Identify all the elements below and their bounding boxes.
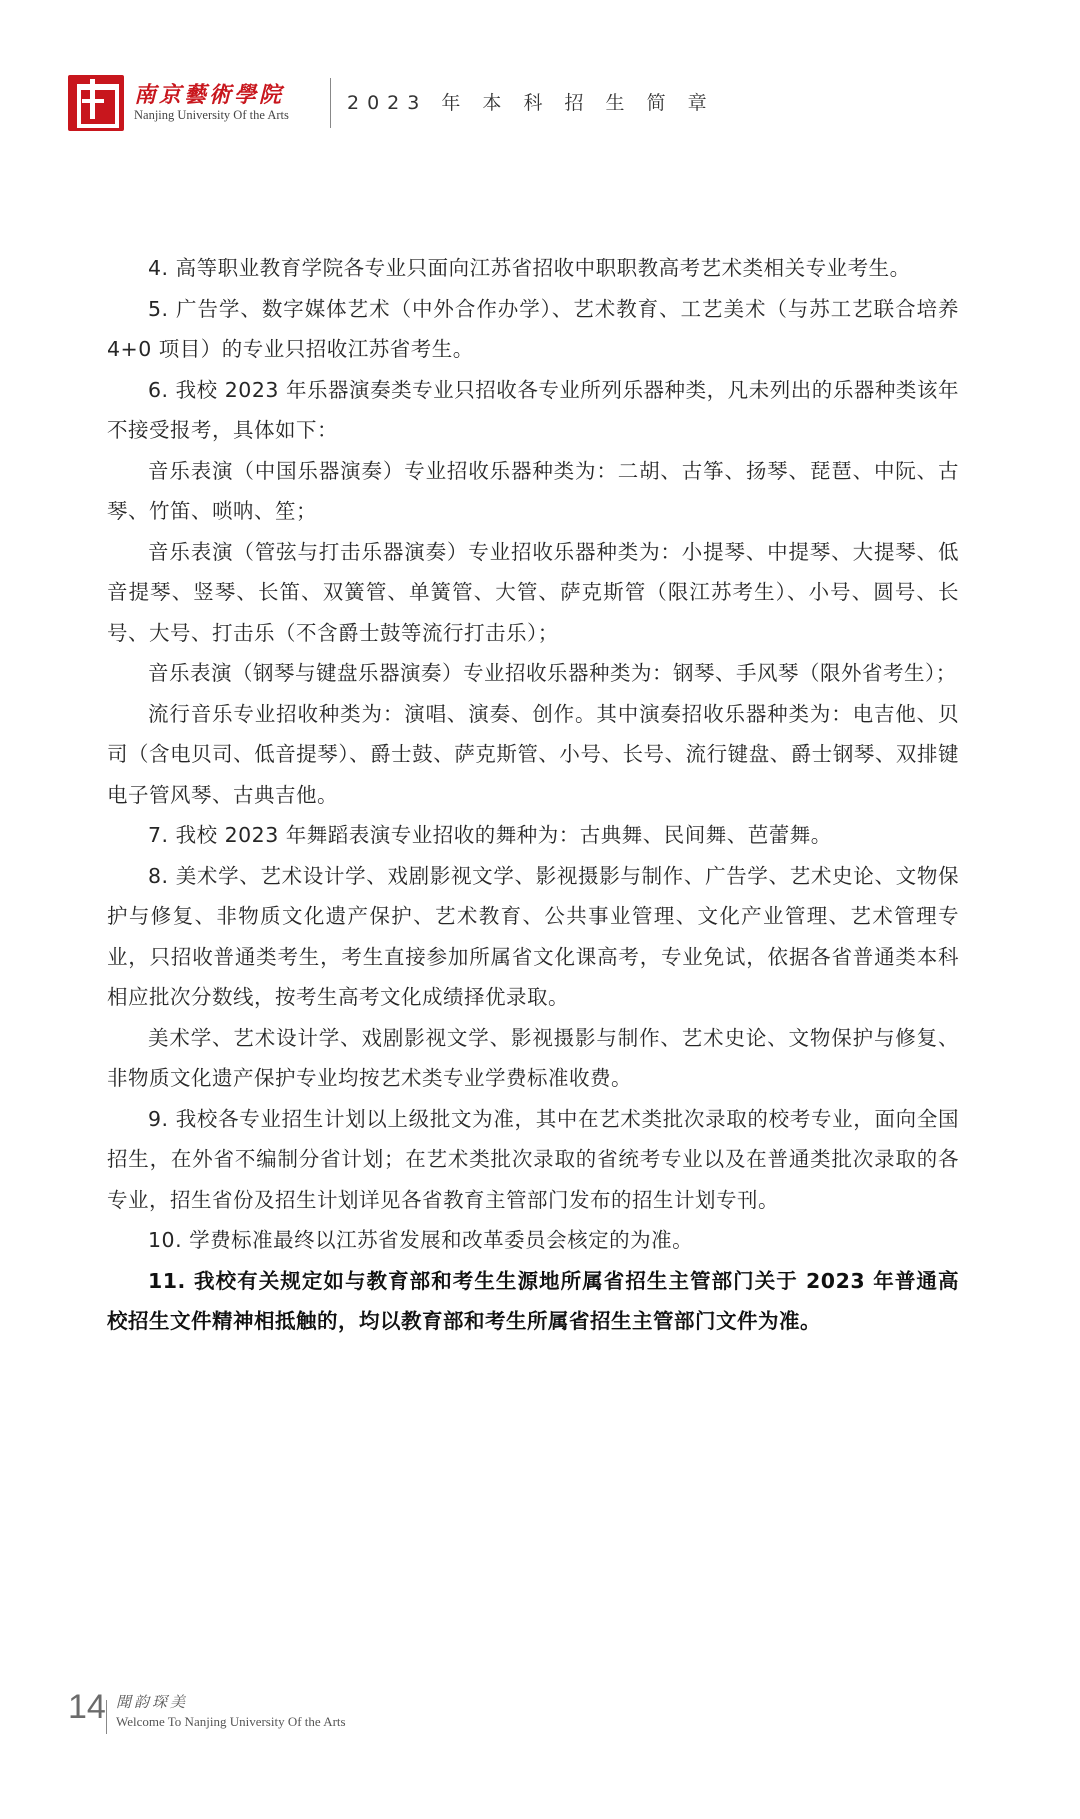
paragraph-item-7: 7. 我校 2023 年舞蹈表演专业招收的舞种为：古典舞、民间舞、芭蕾舞。 [148,823,832,847]
header-divider [330,78,331,128]
university-logo-icon [68,75,124,131]
paragraph-item-6: 6. 我校 2023 年乐器演奏类专业只招收各专业所列乐器种类，凡未列出的乐器种类该年不接受报考，具体如下： [107,377,959,442]
paragraph-item-4: 4. 高等职业教育学院各专业只面向江苏省招收中职职教高考艺术类相关专业考生。 [148,256,911,280]
paragraph-pop-music: 流行音乐专业招收种类为：演唱、演奏、创作。其中演奏招收乐器种类为：电吉他、贝司（含电贝司、低音提琴）、爵士鼓、萨克斯管、小号、长号、流行键盘、爵士钢琴、双排键电子管风琴、古典吉他。 [107,701,959,807]
document-body [107,248,959,1342]
paragraph-item-11: 11. 我校有关规定如与教育部和考生生源地所属省招生主管部门关于 2023 年普通高校招生文件精神相抵触的，均以教育部和考生所属省招生主管部门文件为准。 [107,1268,959,1333]
paragraph-item-5: 5. 广告学、数字媒体艺术（中外合作办学）、艺术教育、工艺美术（与苏工艺联合培养 4+0 项目）的专业只招收江苏省考生。 [107,296,959,361]
paragraph-item-9: 9. 我校各专业招生计划以上级批文为准，其中在艺术类批次录取的校考专业，面向全国招生，在外省不编制分省计划；在艺术类批次录取的省统考专业以及在普通类批次录取的各专业，招生省份及招生计划详见各省教育主管部门发布的招生计划专刊。 [107,1106,959,1212]
page-number: 14 [68,1688,106,1726]
paragraph-tuition-note: 美术学、艺术设计学、戏剧影视文学、影视摄影与制作、艺术史论、文物保护与修复、非物质文化遗产保护专业均按艺术类专业学费标准收费。 [107,1025,959,1090]
footer-slogan-chinese: 聞韵琛美 [116,1693,189,1711]
page-header [68,70,968,136]
footer-divider [106,1700,107,1734]
paragraph-item-8: 8. 美术学、艺术设计学、戏剧影视文学、影视摄影与制作、广告学、艺术史论、文物保护与修复、非物质文化遗产保护、艺术教育、公共事业管理、文化产业管理、艺术管理专业，只招收普通类考生，考生直接参加所属省文化课高考，专业免试，依据各省普通类本科相应批次分数线，按考生高考文化成绩择优录取。 [107,863,959,1009]
paragraph-keyboard-instruments: 音乐表演（钢琴与键盘乐器演奏）专业招收乐器种类为：钢琴、手风琴（限外省考生）； [148,661,957,685]
paragraph-chinese-instruments: 音乐表演（中国乐器演奏）专业招收乐器种类为：二胡、古筝、扬琴、琵琶、中阮、古琴、竹笛、唢呐、笙； [107,458,959,523]
page-footer [68,1688,468,1748]
logo-english-name: Nanjing University Of the Arts [134,108,289,122]
logo-chinese-name: 南京藝術學院 [134,82,285,108]
paragraph-item-10: 10. 学费标准最终以江苏省发展和改革委员会核定的为准。 [148,1228,694,1252]
paragraph-orchestral-instruments: 音乐表演（管弦与打击乐器演奏）专业招收乐器种类为：小提琴、中提琴、大提琴、低音提琴、竖琴、长笛、双簧管、单簧管、大管、萨克斯管（限江苏考生）、小号、圆号、长号、大号、打击乐（不含爵士鼓等流行打击乐）； [107,539,959,645]
document-title: 2023 年 本 科 招 生 简 章 [347,92,715,114]
footer-slogan-english: Welcome To Nanjing University Of the Arts [116,1714,346,1729]
